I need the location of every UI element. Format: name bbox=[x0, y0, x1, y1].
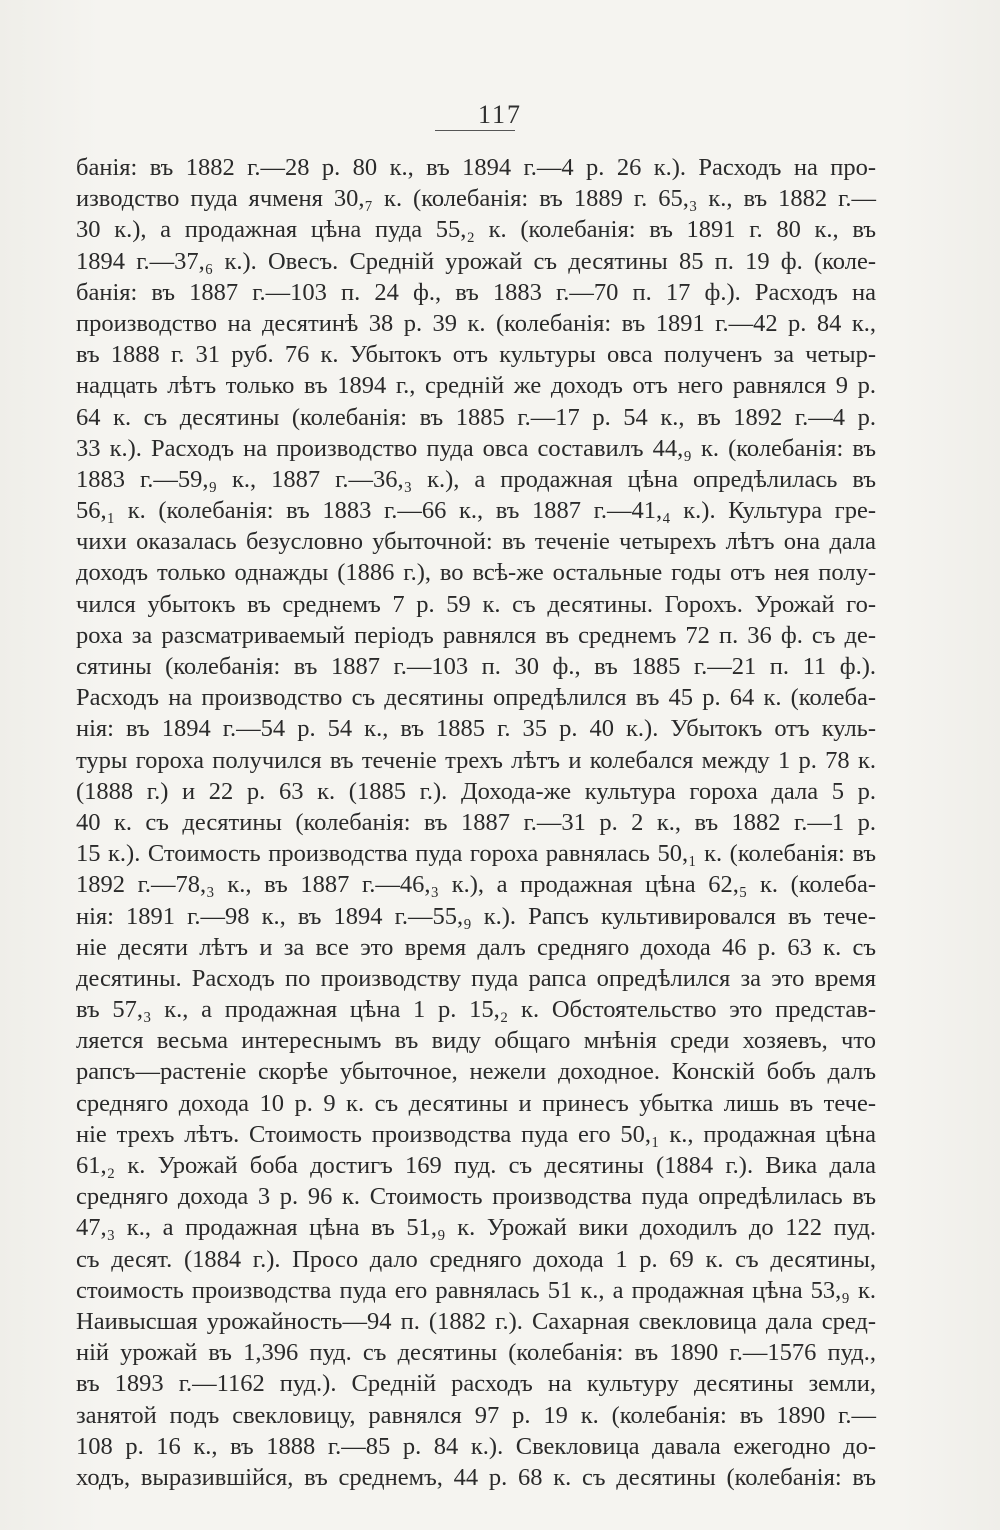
text-line: 1892 г.—78,₃ к., въ 1887 г.—46,₃ к.), а продажная цѣна 62,₅ к. (колеба- bbox=[76, 871, 876, 899]
text-line: производство на десятинѣ 38 р. 39 к. (колебанія: въ 1891 г.—42 р. 84 к., bbox=[76, 309, 876, 337]
text-line: въ 57,₃ к., а продажная цѣна 1 р. 15,₂ к. Обстоятельство это представ- bbox=[76, 996, 876, 1024]
text-line: 56,₁ к. (колебанія: въ 1883 г.—66 к., въ 1887 г.—41,₄ к.). Культура гре- bbox=[76, 497, 876, 525]
text-line: 30 к.), а продажная цѣна пуда 55,₂ к. (колебанія: въ 1891 г. 80 к., въ bbox=[76, 216, 876, 244]
text-line: средняго дохода 3 р. 96 к. Стоимость производства пуда опредѣлилась въ bbox=[76, 1183, 876, 1211]
text-line: нія: 1891 г.—98 к., въ 1894 г.—55,₉ к.). Рапсъ культивировался въ тече- bbox=[76, 902, 876, 930]
text-line: изводство пуда ячменя 30,₇ к. (колебанія: въ 1889 г. 65,₃ к., въ 1882 г.— bbox=[76, 185, 876, 213]
text-line: въ 1893 г.—1162 пуд.). Средній расходъ на культуру десятины земли, bbox=[76, 1370, 876, 1398]
text-line: ніе десяти лѣтъ и за все это время далъ средняго дохода 46 р. 63 к. съ bbox=[76, 933, 876, 961]
text-line: нія: въ 1894 г.—54 р. 54 к., въ 1885 г. 35 р. 40 к.). Убытокъ отъ куль- bbox=[76, 715, 876, 743]
body-text bbox=[76, 152, 876, 1493]
text-line: чихи оказалась безусловно убыточной: въ теченіе четырехъ лѣтъ она дала bbox=[76, 528, 876, 556]
text-line: ніе трехъ лѣтъ. Стоимость производства пуда его 50,₁ к., продажная цѣна bbox=[76, 1120, 876, 1148]
text-line: банія: въ 1887 г.—103 п. 24 ф., въ 1883 г.—70 п. 17 ф.). Расходъ на bbox=[76, 278, 876, 306]
header-rule bbox=[435, 130, 515, 131]
text-line: Наивысшая урожайность—94 п. (1882 г.). Сахарная свекловица дала сред- bbox=[76, 1307, 876, 1335]
text-line: доходъ только однажды (1886 г.), во всѣ-же остальные годы отъ нея полу- bbox=[76, 559, 876, 587]
text-line: 47,₃ к., а продажная цѣна въ 51,₉ к. Урожай вики доходилъ до 122 пуд. bbox=[76, 1214, 876, 1242]
text-line: банія: въ 1882 г.—28 р. 80 к., въ 1894 г.—4 р. 26 к.). Расходъ на про- bbox=[76, 154, 876, 181]
text-line: роха за разсматриваемый періодъ равнялся въ среднемъ 72 п. 36 ф. съ де- bbox=[76, 621, 876, 649]
text-line: 1883 г.—59,₉ к., 1887 г.—36,₃ к.), а продажная цѣна опредѣлилась въ bbox=[76, 465, 876, 493]
page-number: 117 bbox=[477, 100, 523, 129]
text-line: въ 1888 г. 31 руб. 76 к. Убытокъ отъ культуры овса полученъ за четыр- bbox=[76, 341, 876, 369]
text-line: 64 к. съ десятины (колебанія: въ 1885 г.—17 р. 54 к., въ 1892 г.—4 р. bbox=[76, 403, 876, 431]
text-line: ходъ, выразившійся, въ среднемъ, 44 р. 68 к. съ десятины (колебанія: въ bbox=[76, 1463, 876, 1491]
text-line: 15 к.). Стоимость производства пуда гороха равнялась 50,₁ к. (колебанія: въ bbox=[76, 840, 876, 868]
text-line: средняго дохода 10 р. 9 к. съ десятины и принесъ убытка лишь въ тече- bbox=[76, 1089, 876, 1117]
text-line: туры гороха получился въ теченіе трехъ лѣтъ и колебался между 1 р. 78 к. bbox=[76, 746, 876, 774]
text-line: 108 р. 16 к., въ 1888 г.—85 р. 84 к.). Свекловица давала ежегодно до- bbox=[76, 1432, 876, 1460]
text-line: ляется весьма интереснымъ въ виду общаго мнѣнія среди хозяевъ, что bbox=[76, 1027, 876, 1055]
text-line: 33 к.). Расходъ на производство пуда овса составилъ 44,₉ к. (колебанія: въ bbox=[76, 434, 876, 462]
text-line: сятины (колебанія: въ 1887 г.—103 п. 30 ф., въ 1885 г.—21 п. 11 ф.). bbox=[76, 653, 876, 680]
text-line: рапсъ—растеніе скорѣе убыточное, нежели доходное. Конскій бобъ далъ bbox=[76, 1058, 876, 1086]
text-line: десятины. Расходъ по производству пуда рапса опредѣлился за это время bbox=[76, 964, 876, 992]
text-line: (1888 г.) и 22 р. 63 к. (1885 г.). Дохода-же культура гороха дала 5 р. bbox=[76, 777, 876, 805]
text-line: ній урожай въ 1,396 пуд. съ десятины (колебанія: въ 1890 г.—1576 пуд., bbox=[76, 1339, 876, 1367]
text-line: 1894 г.—37,₆ к.). Овесъ. Средній урожай съ десятины 85 п. 19 ф. (коле- bbox=[76, 247, 876, 275]
text-line: занятой подъ свекловицу, равнялся 97 р. 19 к. (колебанія: въ 1890 г.— bbox=[76, 1401, 876, 1429]
text-line: чился убытокъ въ среднемъ 7 р. 59 к. съ десятины. Горохъ. Урожай го- bbox=[76, 590, 876, 618]
text-line: съ десят. (1884 г.). Просо дало средняго дохода 1 р. 69 к. съ десятины, bbox=[76, 1245, 876, 1273]
text-line: 61,₂ к. Урожай боба достигъ 169 пуд. съ десятины (1884 г.). Вика дала bbox=[76, 1152, 876, 1179]
text-line: надцать лѣтъ только въ 1894 г., средній же доходъ отъ него равнялся 9 р. bbox=[76, 372, 876, 400]
text-line: стоимость производства пуда его равнялась 51 к., а продажная цѣна 53,₉ к. bbox=[76, 1276, 876, 1304]
text-line: 40 к. съ десятины (колебанія: въ 1887 г.—31 р. 2 к., въ 1882 г.—1 р. bbox=[76, 808, 876, 836]
text-line: Расходъ на производство съ десятины опредѣлился въ 45 р. 64 к. (колеба- bbox=[76, 684, 876, 712]
